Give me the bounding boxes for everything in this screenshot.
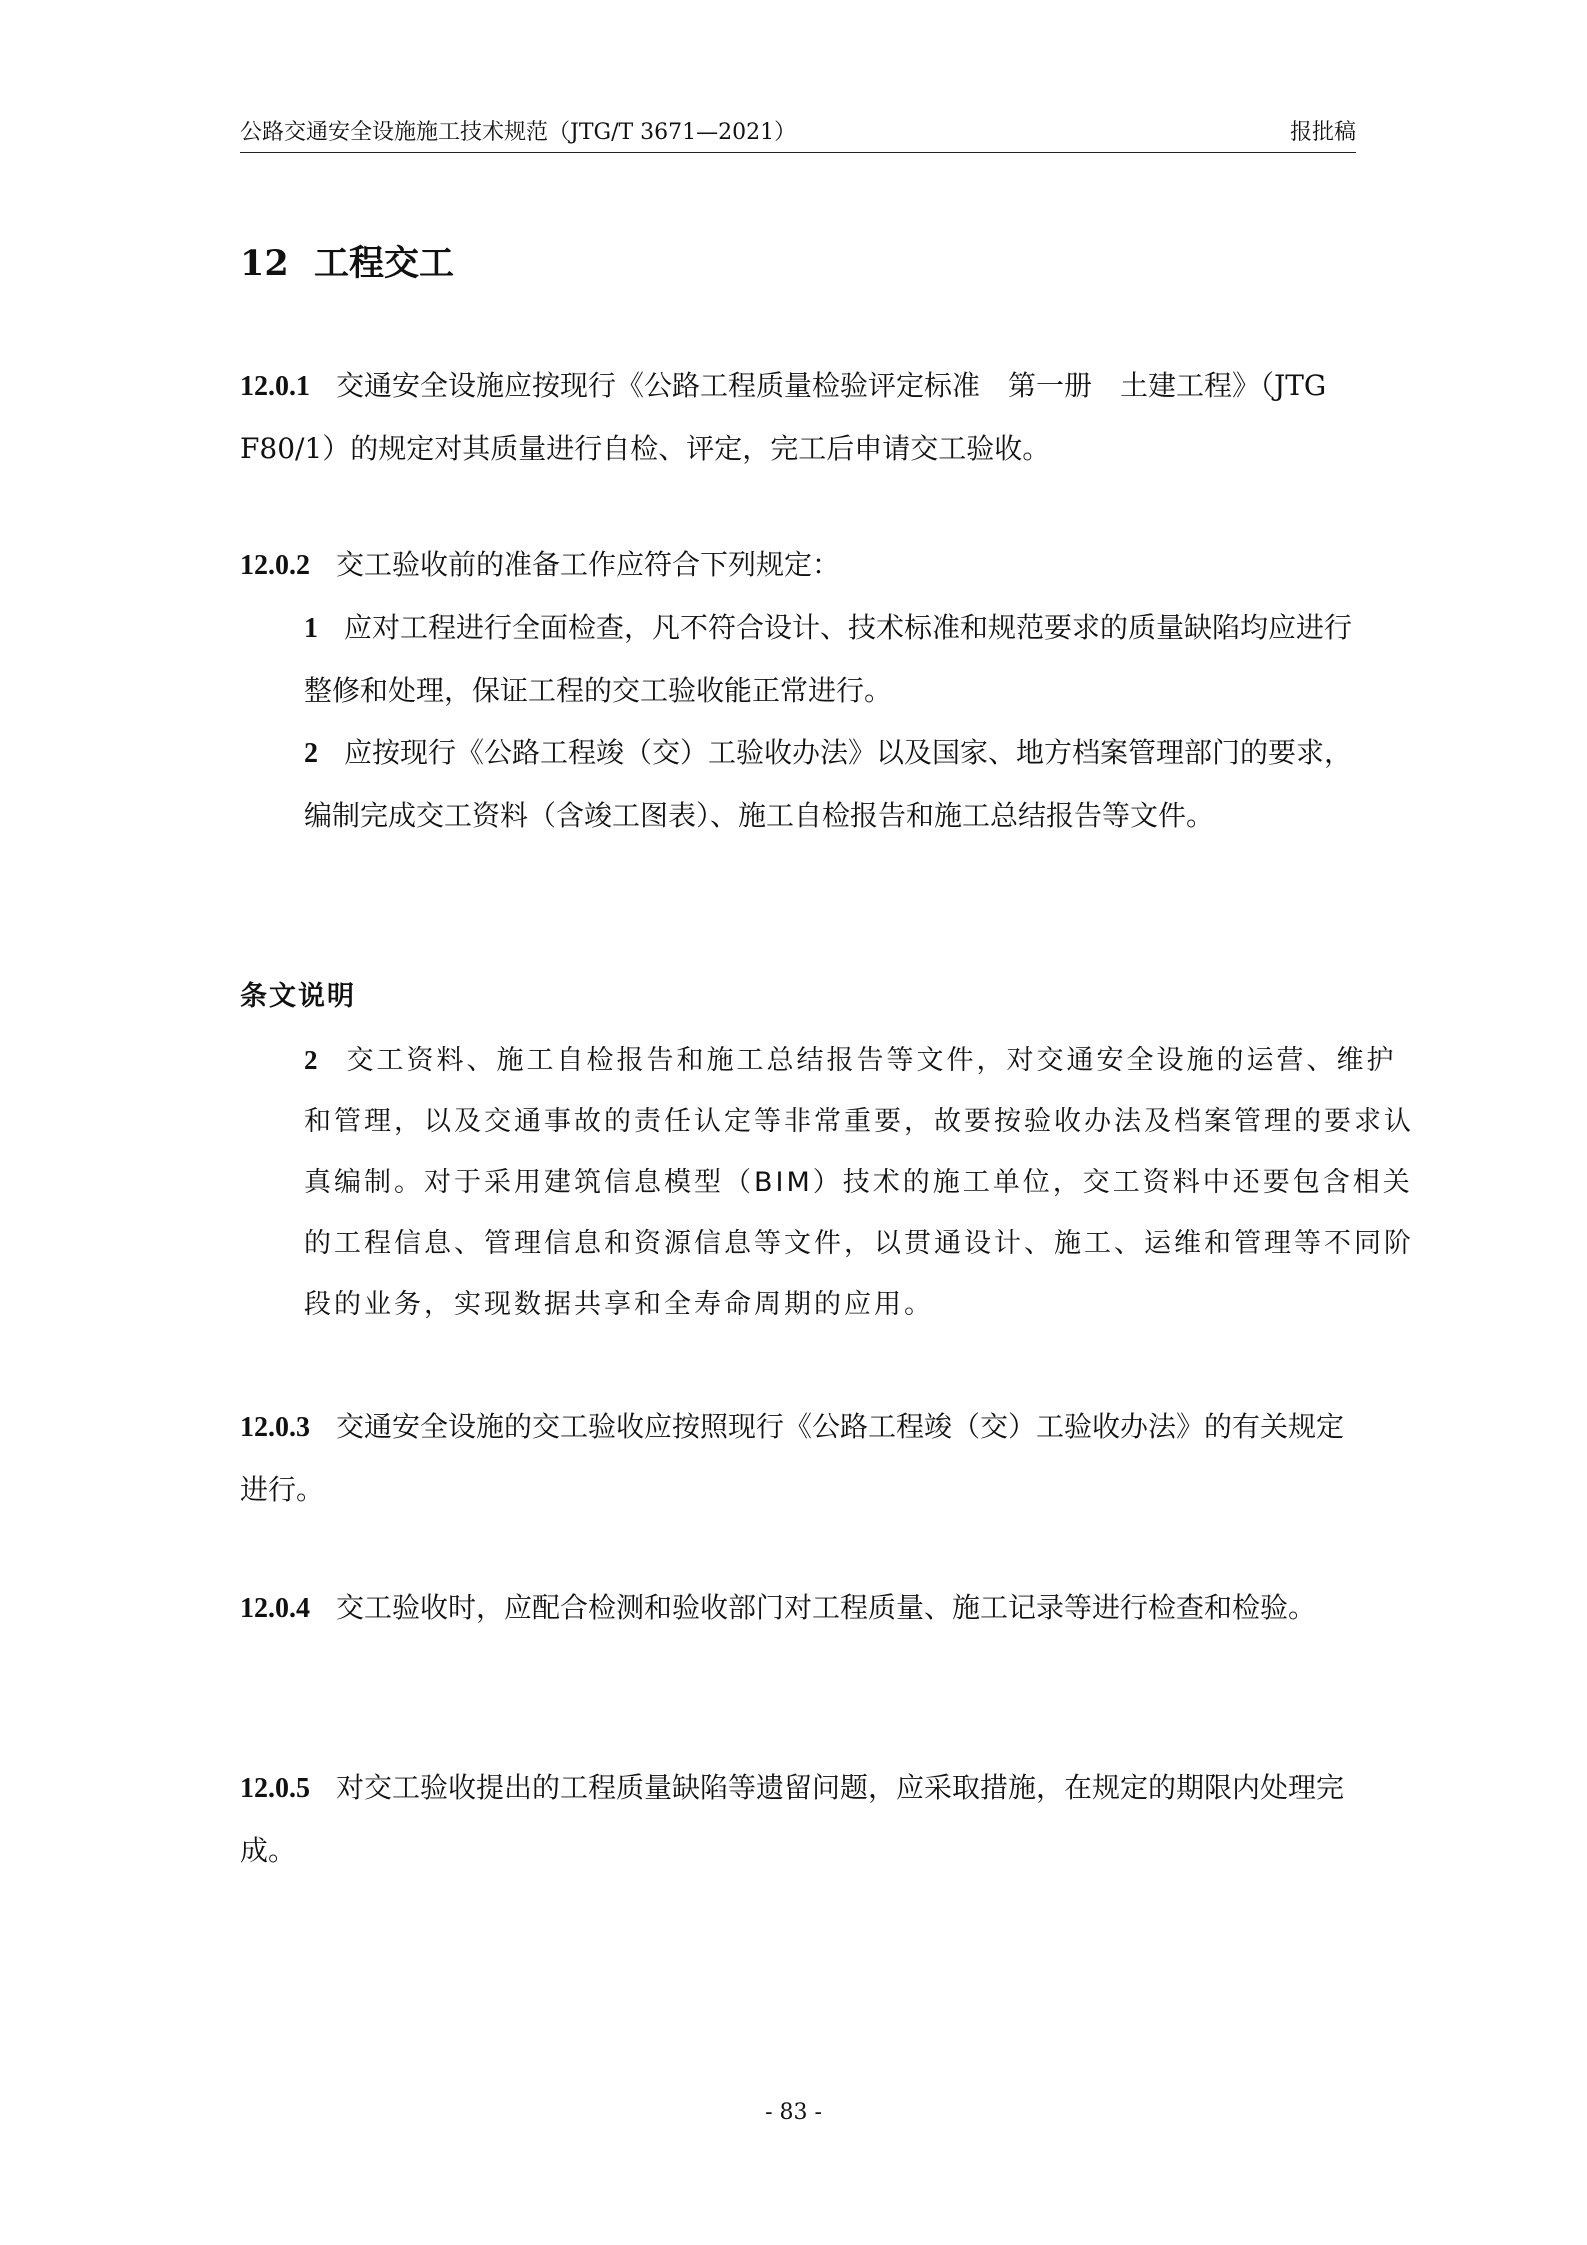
item-number: 1 (304, 613, 318, 644)
header-status: 报批稿 (1289, 120, 1356, 145)
list-item (240, 597, 1358, 722)
clause-number: 12.0.4 (240, 1593, 310, 1624)
item-number: 2 (304, 738, 318, 769)
clause-12-0-1 (240, 355, 1358, 480)
chapter-name: 工程交工 (314, 243, 455, 284)
page-number: - 83 - (765, 2100, 822, 2125)
clause-12-0-5 (240, 1757, 1358, 1882)
clause-text: 交工验收时，应配合检测和验收部门对工程质量、施工记录等进行检查和检验。 (336, 1591, 1317, 1624)
clause-12-0-2 (240, 534, 1358, 847)
clause-number: 12.0.3 (240, 1412, 310, 1443)
header-title: 公路交通安全设施施工技术规范（JTG/T 3671—2021） (240, 120, 797, 145)
chapter-number: 12 (240, 243, 289, 284)
clause-text: 交通安全设施应按现行《公路工程质量检验评定标准 第一册 土建工程》（JTG F80/1）的规定对其质量进行自检、评定，完工后申请交工验收。 (240, 369, 1327, 465)
clause-number: 12.0.1 (240, 371, 310, 402)
clause-number: 12.0.2 (240, 550, 310, 581)
clause-text: 对交工验收提出的工程质量缺陷等遗留问题，应采取措施，在规定的期限内处理完成。 (240, 1771, 1345, 1867)
chapter-title (240, 236, 454, 286)
clause-text: 交工验收前的准备工作应符合下列规定： (336, 548, 841, 581)
item-text: 应按现行《公路工程竣（交）工验收办法》以及国家、地方档案管理部门的要求，编制完成交工资料（含竣工图表）、施工自检报告和施工总结报告等文件。 (304, 736, 1353, 832)
clause-12-0-4 (240, 1577, 1358, 1640)
clause-text: 交通安全设施的交工验收应按照现行《公路工程竣（交）工验收办法》的有关规定进行。 (240, 1410, 1345, 1506)
list-item (240, 722, 1358, 847)
explanation-text: 交工资料、施工自检报告和施工总结报告等文件，对交通安全设施的运营、维护和管理，以及交通事故的责任认定等非常重要，故要按验收办法及档案管理的要求认真编制。对于采用建筑信息模型（BIM）技术的施工单位，交工资料中还要包含相关的工程信息、管理信息和资源信息等文件，以贯通设计、施工、运维和管理等不同阶段的业务，实现数据共享和全寿命周期的应用。 (304, 1045, 1414, 1320)
clause-number: 12.0.5 (240, 1773, 310, 1804)
page-header (240, 108, 1356, 153)
item-text: 应对工程进行全面检查，凡不符合设计、技术标准和规范要求的质量缺陷均应进行整修和处理，保证工程的交工验收能正常进行。 (304, 611, 1353, 707)
explanation-title: 条文说明 (240, 981, 356, 1012)
item-number: 2 (304, 1045, 321, 1075)
clause-12-0-3 (240, 1396, 1358, 1521)
explanation-body (240, 1030, 1422, 1335)
